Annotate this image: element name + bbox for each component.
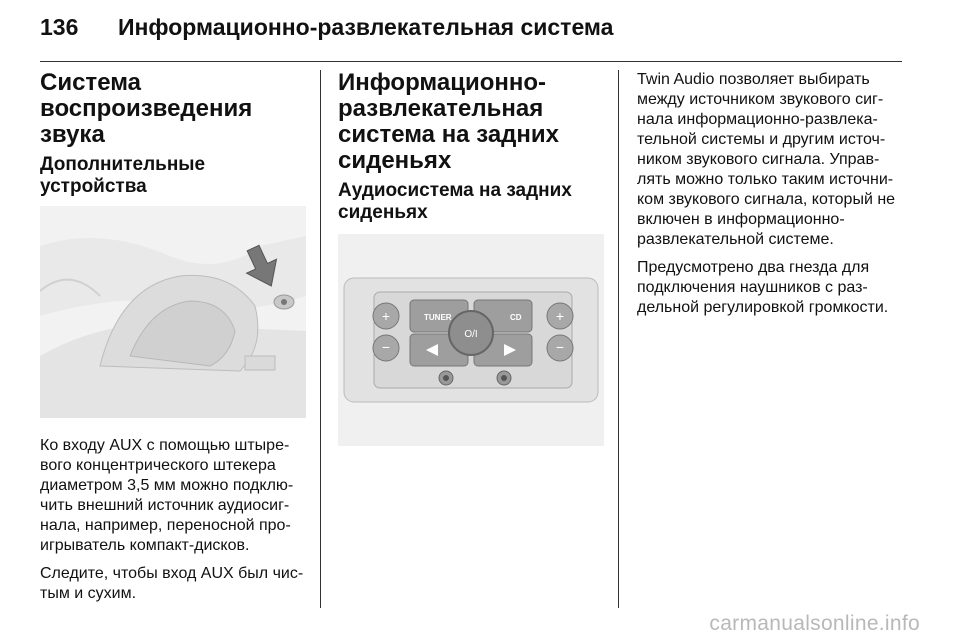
column-divider (320, 70, 321, 608)
text-line: тым и сухим. (40, 585, 137, 602)
text-line: вого концентрического штекера (40, 457, 276, 474)
minus-right-label: − (555, 339, 565, 355)
text-line: тельной системы и другим источ- (637, 131, 886, 148)
column-2 (338, 70, 604, 446)
text-line: Twin Audio позволяет выбирать (637, 71, 870, 88)
tuner-label: TUNER (424, 313, 452, 322)
power-label: O/I (464, 329, 478, 340)
text-line: дельной регулировкой громкости. (637, 299, 889, 316)
subsection-heading (338, 180, 604, 224)
page-header (40, 14, 613, 50)
text-line: между источником звукового сиг- (637, 91, 884, 108)
text-line: Следите, чтобы вход AUX был чис- (40, 565, 304, 582)
text-line: Ко входу AUX с помощью штыре- (40, 437, 290, 454)
text-line: Предусмотрено два гнезда для (637, 259, 870, 276)
page-title: Информационно-развлекательная система (118, 14, 614, 40)
section-heading-line: сиденьях (338, 147, 452, 174)
header-rule (40, 61, 902, 62)
aux-care-paragraph (40, 564, 306, 604)
text-line: ком звукового сигнала, который не (637, 191, 896, 208)
section-heading-line: Информационно- (338, 69, 547, 96)
subsection-heading-line: Аудиосистема на задних (338, 180, 572, 201)
section-heading-line: развлекательная (338, 95, 544, 122)
column-divider (618, 70, 619, 608)
section-heading (40, 70, 306, 148)
section-heading-line: воспроизведения звука (40, 95, 253, 148)
text-line: ником звукового сигнала. Управ- (637, 151, 880, 168)
watermark: carmanualsonline.info (709, 612, 920, 635)
headphone-jacks-paragraph (637, 258, 899, 318)
cd-label: CD (510, 313, 522, 322)
text-line: диаметром 3,5 мм можно подклю- (40, 477, 294, 494)
text-line: чить внешний источник аудиосиг- (40, 497, 290, 514)
column-1 (40, 70, 306, 612)
section-heading-line: система на задних (338, 121, 559, 148)
text-line: подключения наушников с раз- (637, 279, 868, 296)
subsection-heading: Дополнительные устройства (40, 154, 206, 197)
plus-left-label: + (381, 308, 391, 324)
text-line: нала, например, переносной про- (40, 517, 291, 534)
minus-left-label: − (381, 339, 391, 355)
twin-audio-paragraph (637, 70, 899, 250)
aux-paragraph (40, 436, 306, 556)
column-3 (637, 70, 899, 326)
section-heading-line: Система (40, 69, 142, 96)
aux-input-illustration (40, 206, 306, 418)
section-heading (338, 70, 604, 174)
rear-audio-panel-illustration (338, 234, 604, 446)
text-line: нала информационно-развлека- (637, 111, 878, 128)
text-line: развлекательной системе. (637, 231, 834, 248)
page-number: 136 (40, 14, 79, 40)
text-line: лять можно только таким источни- (637, 171, 894, 188)
text-line: игрыватель компакт-дисков. (40, 537, 250, 554)
subsection-heading-line: сиденьях (338, 202, 428, 223)
text-line: включен в информационно- (637, 211, 845, 228)
plus-right-label: + (555, 308, 565, 324)
